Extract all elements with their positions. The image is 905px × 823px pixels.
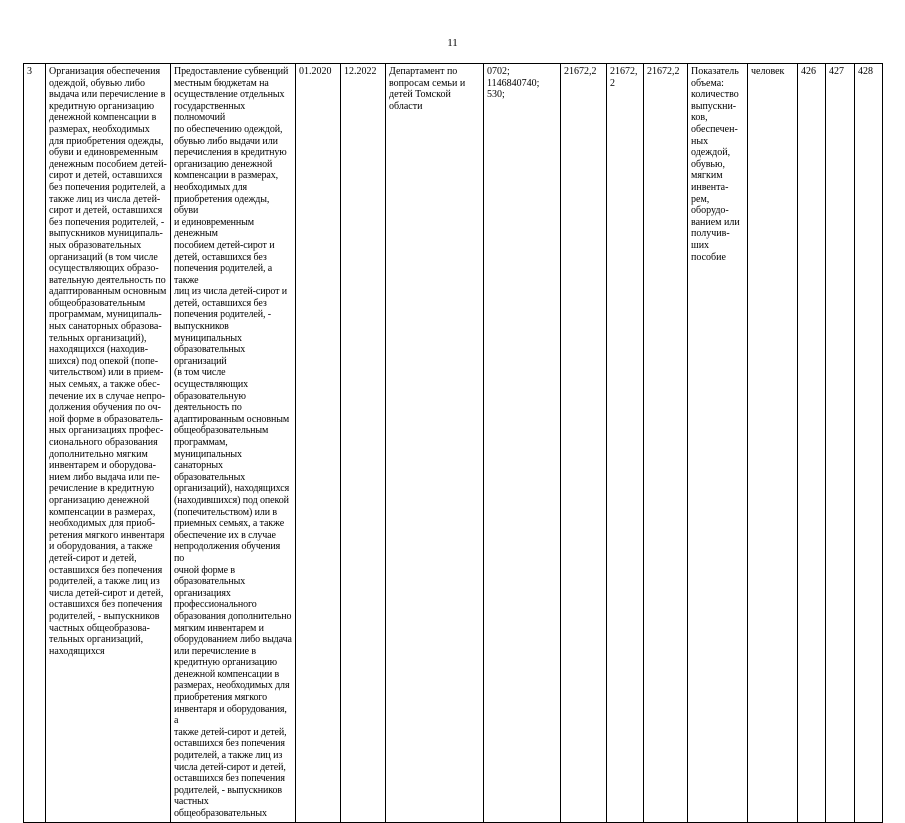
value-3-cell: 428 <box>855 64 883 823</box>
event-name-cell: Организация обеспечения одеждой, обувью либо выдача или перечисление в кредитную организацию денежной компенсации в размерах, необходимых для приобретения одежды, обуви и единовременным денежным пособием детей- сирот и детей, оставшихся без попечения родителей, а также лиц из числа детей- сирот и детей, оставшихся без попечения родителей, - выпускников муниципаль- ных образовательных организаций (в том числе осуществляющих образо- вательную деятельность по адаптированным основным общеобразовательным программам, муниципаль- ных санаторных образова- тельных организаций), находящихся (находив- шихся) под опекой (попе- чительством) или в прием- ных семьях, а также обес- печение их в случае непро- должения обучения по оч- ной форме в образователь- ных организациях профес- сионального образования дополнительно мягким инвентарем и оборудова- нием либо выдача или пе- речисление в кредитную организацию денежной компенсации в размерах, необходимых для приоб- ретения мягкого инвентаря и оборудования, а также детей-сирот и детей, оставшихся без попечения родителей, а также лиц из числа детей-сирот и детей, оставшихся без попечения родителей, - выпускников частных общеобразова- тельных организаций, находящихся <box>46 64 171 823</box>
value-1-cell: 426 <box>798 64 826 823</box>
unit-cell: человек <box>748 64 798 823</box>
amount-3-cell: 21672,2 <box>644 64 688 823</box>
row-number: 3 <box>24 64 46 823</box>
program-table <box>23 63 883 823</box>
subsidy-description-cell: Предоставление субвенций местным бюджетам на осуществление отдельных государственных полномочий по обеспечению одеждой, обувью либо выдачи или перечисления в кредитную организацию денежной компенсации в размерах, необходимых для приобретения одежды, обуви и единовременным денежным пособием детей-сирот и детей, оставшихся без попечения родителей, а также лиц из числа детей-сирот и детей, оставшихся без попечения родителей, - выпускников муниципальных образовательных организаций (в том числе осуществляющих образовательную деятельность по адаптированным основным общеобразовательным программам, муниципальных санаторных образовательных организаций), находящихся (находившихся) под опекой (попечительством) или в приемных семьях, а также обеспечение их в случае непродолжения обучения по очной форме в образовательных организациях профессионального образования дополнительно мягким инвентарем и оборудованием либо выдача или перечисление в кредитную организацию денежной компенсации в размерах, необходимых для приобретения мягкого инвентаря и оборудования, а также детей-сирот и детей, оставшихся без попечения родителей, а также лиц из числа детей-сирот и детей, оставшихся без попечения родителей, - выпускников частных общеобразовательных <box>171 64 296 823</box>
end-date-cell: 12.2022 <box>341 64 386 823</box>
value-2-cell: 427 <box>826 64 855 823</box>
start-date-cell: 01.2020 <box>296 64 341 823</box>
indicator-cell: Показатель объема: количество выпускни- ков, обеспечен- ных одеждой, обувью, мягким инвента- рем, оборудо- ванием или получив- ших пособие <box>688 64 748 823</box>
executor-cell: Департамент по вопросам семьи и детей Томской области <box>386 64 484 823</box>
amount-total-cell: 21672,2 <box>561 64 607 823</box>
budget-codes-cell: 0702; 1146840740; 530; <box>484 64 561 823</box>
page-number: 11 <box>447 37 458 49</box>
amount-2-cell: 21672, 2 <box>607 64 644 823</box>
table-row <box>24 64 883 823</box>
